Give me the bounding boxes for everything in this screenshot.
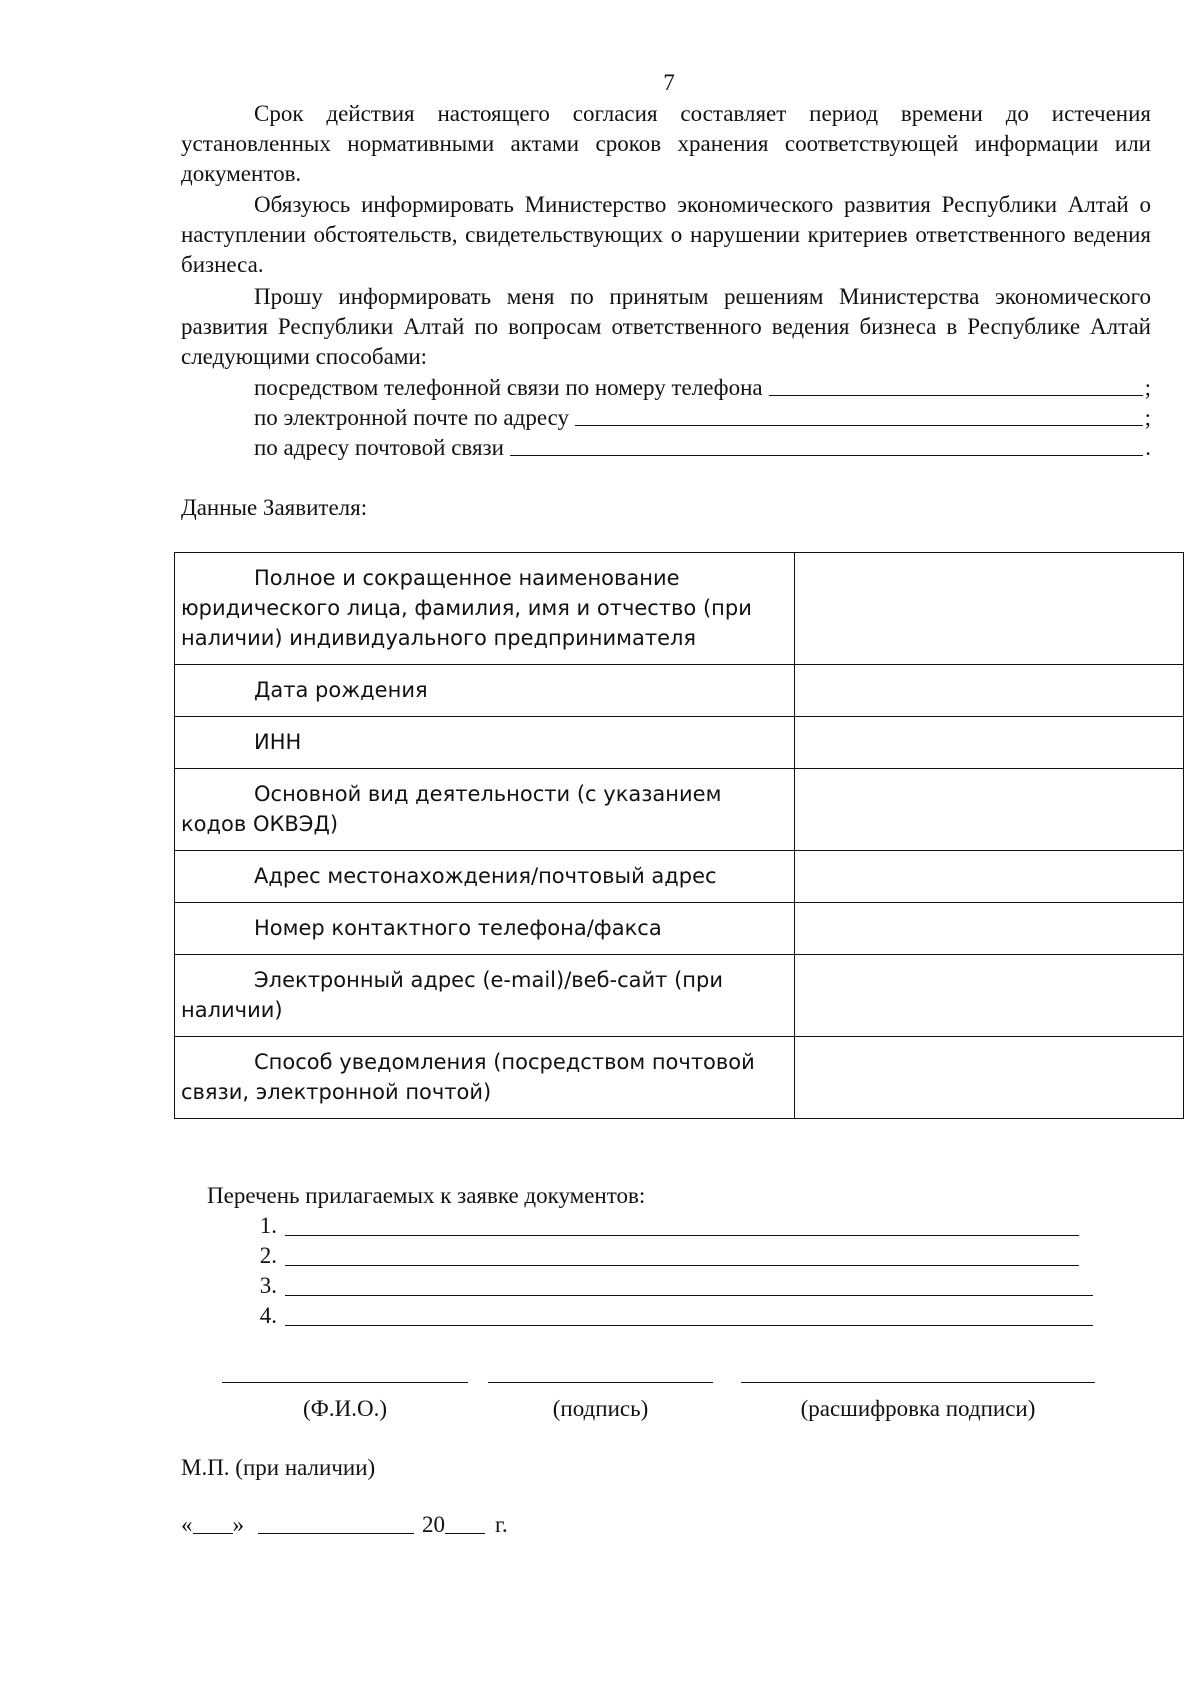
email-contact-line: по электронной почте по адресу ; [254, 403, 1151, 433]
year-suffix: г. [495, 1512, 508, 1537]
table-row [175, 851, 1184, 903]
phone-number-field[interactable] [769, 394, 1143, 396]
phone-contact-label: посредством телефонной связи по номеру телефона [254, 375, 763, 400]
row-label-inn: ИНН [254, 730, 302, 754]
name-caption: (Ф.И.О.) [303, 1396, 387, 1421]
row-label-notification-method: Способ уведомления (посредством почтовой связи, электронной почтой) [181, 1050, 755, 1104]
document-item [251, 1241, 1079, 1271]
notification-method-value-cell[interactable] [795, 1037, 1184, 1119]
postal-address-field[interactable] [510, 454, 1143, 456]
table-row [175, 717, 1184, 769]
postal-contact-line: по адресу почтовой связи . [254, 433, 1151, 463]
row-label-main-activity: Основной вид деятельности (с указанием кодов ОКВЭД) [181, 782, 722, 836]
applicant-data-table [174, 552, 1184, 1119]
table-row [175, 769, 1184, 851]
email-contact-label: по электронной почте по адресу [254, 405, 570, 430]
phone-contact-line: посредством телефонной связи по номеру телефона ; [254, 373, 1151, 403]
signature-line[interactable] [488, 1381, 713, 1383]
table-row [175, 903, 1184, 955]
stamp-note: М.П. (при наличии) [181, 1455, 376, 1480]
address-value-cell[interactable] [795, 851, 1184, 903]
document-item [251, 1271, 1093, 1301]
documents-list-title: Перечень прилагаемых к заявке документов: [207, 1183, 646, 1208]
validity-paragraph: Срок действия настоящего согласия составляет период времени до истечения установленных нормативными актами сроков хранения соответствующей информации или документов. [181, 101, 1151, 186]
year-prefix: 20 [422, 1512, 445, 1537]
page-number: 7 [663, 70, 675, 95]
date-line: « » 20 г. [181, 1510, 508, 1540]
email-website-value-cell[interactable] [795, 955, 1184, 1037]
table-row [175, 665, 1184, 717]
document-entry-field[interactable] [285, 1234, 1079, 1236]
request-paragraph: Прошу информировать меня по принятым решениям Министерства экономического развития Республики Алтай по вопросам ответственного ведения бизнеса в Республике Алтай следующими способами: [181, 284, 1151, 369]
full-name-value-cell[interactable] [795, 553, 1184, 665]
document-number: 4. [259, 1303, 277, 1328]
signature-decoding-caption: (расшифровка подписи) [800, 1396, 1036, 1421]
document-item [251, 1301, 1093, 1331]
phone-fax-value-cell[interactable] [795, 903, 1184, 955]
document-item [251, 1211, 1079, 1241]
row-label-email-website: Электронный адрес (e-mail)/веб-сайт (при наличии) [181, 968, 723, 1022]
document-number: 1. [259, 1213, 277, 1238]
table-row [175, 1037, 1184, 1119]
postal-contact-label: по адресу почтовой связи [254, 435, 504, 460]
row-label-full-name: Полное и сокращенное наименование юридического лица, фамилия, имя и отчество (при наличии) индивидуального предпринимателя [181, 566, 752, 650]
row-label-address: Адрес местонахождения/почтовый адрес [254, 864, 717, 888]
email-address-field[interactable] [575, 424, 1143, 426]
row-label-phone-fax: Номер контактного телефона/факса [254, 916, 662, 940]
year-field[interactable] [445, 1532, 485, 1534]
name-signature-line[interactable] [222, 1381, 468, 1383]
signature-decoding-line[interactable] [741, 1381, 1095, 1383]
inn-value-cell[interactable] [795, 717, 1184, 769]
document-number: 2. [259, 1243, 277, 1268]
birth-date-value-cell[interactable] [795, 665, 1184, 717]
document-entry-field[interactable] [285, 1324, 1093, 1326]
day-field[interactable] [193, 1532, 233, 1534]
table-row [175, 553, 1184, 665]
table-row [175, 955, 1184, 1037]
obligation-paragraph: Обязуюсь информировать Министерство экономического развития Республики Алтай о наступлении обстоятельств, свидетельствующих о нарушении критериев ответственного ведения бизнеса. [181, 192, 1151, 277]
main-activity-value-cell[interactable] [795, 769, 1184, 851]
row-label-birth-date: Дата рождения [254, 678, 428, 702]
document-entry-field[interactable] [285, 1294, 1093, 1296]
document-entry-field[interactable] [285, 1264, 1079, 1266]
signature-caption: (подпись) [552, 1396, 649, 1421]
month-field[interactable] [258, 1532, 414, 1534]
document-number: 3. [259, 1273, 277, 1298]
applicant-section-label: Данные Заявителя: [181, 495, 368, 520]
